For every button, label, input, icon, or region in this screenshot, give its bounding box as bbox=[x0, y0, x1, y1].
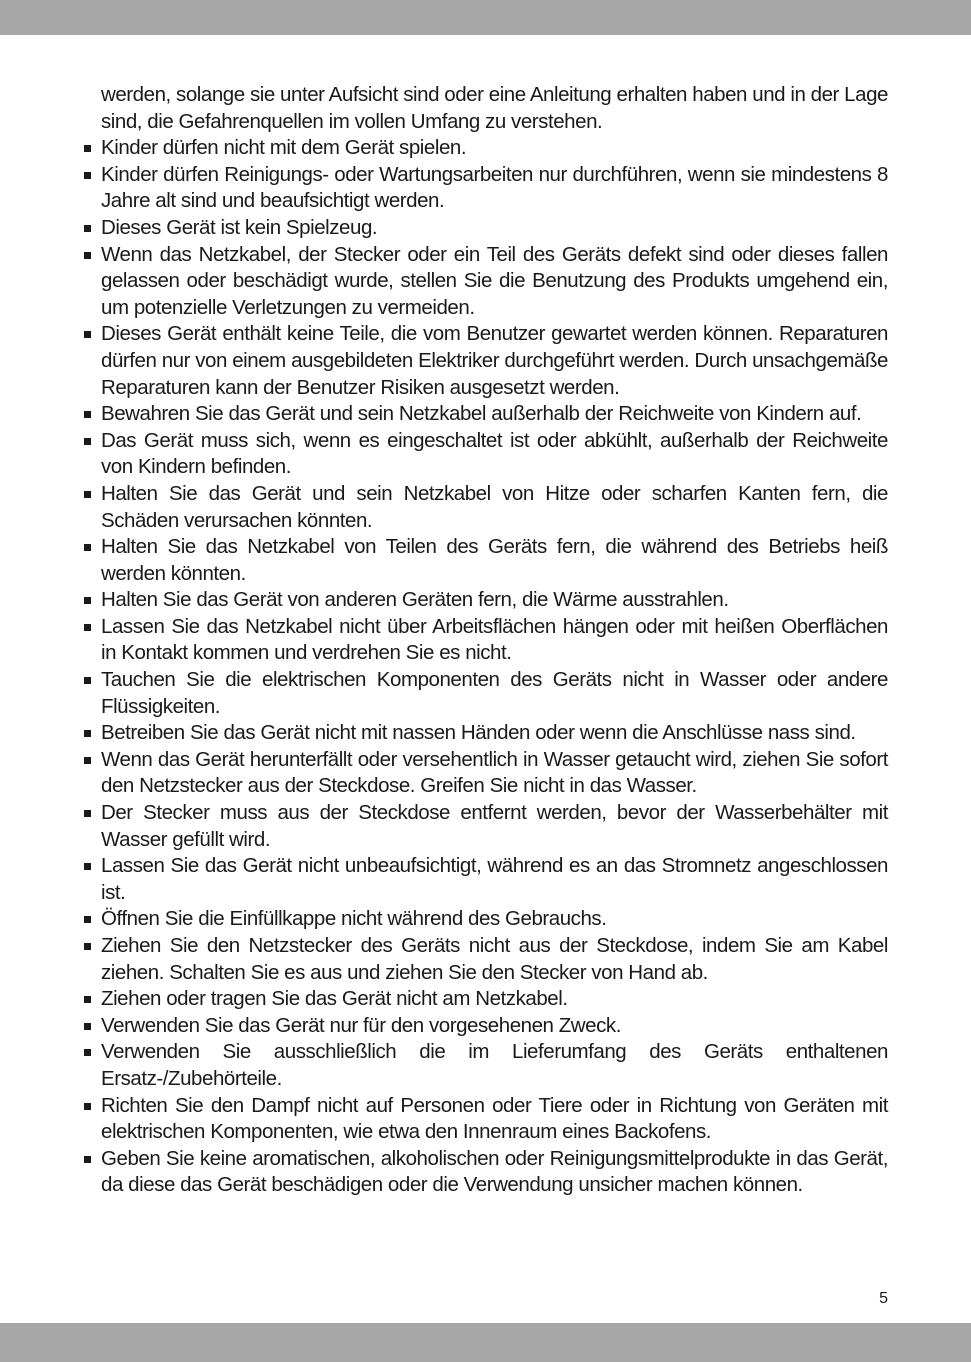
list-item bbox=[82, 614, 888, 667]
header-band bbox=[0, 0, 971, 35]
bullet-icon bbox=[84, 916, 91, 923]
list-item-text: Halten Sie das Gerät von anderen Geräten fern, die Wärme ausstrahlen. bbox=[101, 588, 729, 612]
list-item bbox=[82, 1146, 888, 1199]
list-item-text: Betreiben Sie das Gerät nicht mit nassen Händen oder wenn die Anschlüsse nass sind. bbox=[101, 721, 856, 745]
bullet-icon bbox=[84, 491, 91, 498]
list-item-text: Bewahren Sie das Gerät und sein Netzkabel außerhalb der Reichweite von Kindern auf. bbox=[101, 402, 862, 426]
bullet-icon bbox=[84, 172, 91, 179]
list-item bbox=[82, 215, 888, 242]
list-item-text: Verwenden Sie ausschließlich die im Lieferumfang des Geräts enthaltenen Ersatz-/Zubehörteile. bbox=[101, 1040, 888, 1090]
list-item-text: Kinder dürfen Reinigungs- oder Wartungsarbeiten nur durchführen, wenn sie mindestens 8 Jahre alt sind und beaufsichtigt werden. bbox=[101, 162, 888, 213]
bullet-icon bbox=[84, 1103, 91, 1110]
page-number: 5 bbox=[879, 1290, 888, 1307]
list-item bbox=[82, 747, 888, 800]
bullet-icon bbox=[84, 730, 91, 737]
list-item-text: Ziehen oder tragen Sie das Gerät nicht am Netzkabel. bbox=[101, 987, 568, 1011]
bullet-icon bbox=[84, 544, 91, 551]
list-item-text: Lassen Sie das Netzkabel nicht über Arbeitsflächen hängen oder mit heißen Oberflächen in Kontakt kommen und verdrehen Sie es nicht. bbox=[101, 614, 888, 665]
bullet-icon bbox=[84, 677, 91, 684]
list-item-text: Wenn das Gerät herunterfällt oder versehentlich in Wasser getaucht wird, ziehen Sie sofort den Netzstecker aus der Steckdose. Greifen Sie nicht in das Wasser. bbox=[101, 747, 888, 798]
list-item bbox=[82, 1093, 888, 1146]
list-item-text: Kinder dürfen nicht mit dem Gerät spielen. bbox=[101, 136, 467, 160]
list-item-text: Halten Sie das Netzkabel von Teilen des Geräts fern, die während des Betriebs heiß werden könnten. bbox=[101, 535, 888, 585]
list-item bbox=[82, 321, 888, 401]
bullet-icon bbox=[84, 863, 91, 870]
list-item bbox=[82, 481, 888, 534]
bullet-icon bbox=[84, 757, 91, 764]
list-item-text: Öffnen Sie die Einfüllkappe nicht während des Gebrauchs. bbox=[101, 907, 607, 931]
list-item bbox=[82, 401, 888, 428]
bullet-icon bbox=[84, 331, 91, 338]
list-item bbox=[82, 428, 888, 481]
list-item bbox=[82, 720, 888, 747]
continuation-paragraph: werden, solange sie unter Aufsicht sind oder eine Anleitung erhalten haben und in der Lage sind, die Gefahrenquellen im vollen Umfang zu verstehen. bbox=[101, 83, 888, 133]
list-item-text: Lassen Sie das Gerät nicht unbeaufsichtigt, während es an das Stromnetz angeschlossen ist. bbox=[101, 854, 888, 904]
safety-text bbox=[82, 82, 888, 1199]
list-item-text: Halten Sie das Gerät und sein Netzkabel von Hitze oder scharfen Kanten fern, die Schäden verursachen könnten. bbox=[101, 481, 888, 532]
bullet-icon bbox=[84, 810, 91, 817]
safety-instructions-list bbox=[82, 135, 888, 1199]
bullet-icon bbox=[84, 996, 91, 1003]
list-item-text: Dieses Gerät ist kein Spielzeug. bbox=[101, 215, 378, 239]
bullet-icon bbox=[84, 145, 91, 152]
bullet-icon bbox=[84, 1156, 91, 1163]
list-item bbox=[82, 1013, 888, 1040]
footer-band bbox=[0, 1323, 971, 1362]
list-item bbox=[82, 853, 888, 906]
list-item bbox=[82, 242, 888, 322]
bullet-icon bbox=[84, 943, 91, 950]
list-item bbox=[82, 667, 888, 720]
list-item-text: Verwenden Sie das Gerät nur für den vorgesehenen Zweck. bbox=[101, 1013, 621, 1037]
list-item bbox=[82, 162, 888, 215]
list-item-text: Das Gerät muss sich, wenn es eingeschaltet ist oder abkühlt, außerhalb der Reichweite von Kindern befinden. bbox=[101, 428, 888, 479]
list-item bbox=[82, 933, 888, 986]
list-item bbox=[82, 800, 888, 853]
list-item-text: Ziehen Sie den Netzstecker des Geräts nicht aus der Steckdose, indem Sie am Kabel ziehen. Schalten Sie es aus und ziehen Sie den Stecker von Hand ab. bbox=[101, 934, 888, 984]
list-item bbox=[82, 534, 888, 587]
bullet-icon bbox=[84, 225, 91, 232]
bullet-icon bbox=[84, 624, 91, 631]
list-item-text: Der Stecker muss aus der Steckdose entfernt werden, bevor der Wasserbehälter mit Wasser gefüllt wird. bbox=[101, 801, 888, 851]
list-item bbox=[82, 1039, 888, 1092]
list-item-text: Wenn das Netzkabel, der Stecker oder ein Teil des Geräts defekt sind oder dieses fallen gelassen oder beschädigt wurde, stellen Sie die Benutzung des Produkts umgehend ein, um potenzielle Verletzungen zu vermeiden. bbox=[101, 242, 888, 319]
list-item bbox=[82, 587, 888, 614]
list-item bbox=[82, 135, 888, 162]
bullet-icon bbox=[84, 1049, 91, 1056]
list-item-text: Dieses Gerät enthält keine Teile, die vom Benutzer gewartet werden können. Reparaturen dürfen nur von einem ausgebildeten Elektriker durchgeführt werden. Durch unsachgemäße Reparaturen kann der Benutzer Risiken ausgesetzt werden. bbox=[101, 322, 888, 399]
list-item-text: Tauchen Sie die elektrischen Komponenten des Geräts nicht in Wasser oder andere Flüssigkeiten. bbox=[101, 668, 888, 718]
list-item bbox=[82, 906, 888, 933]
list-item-text: Geben Sie keine aromatischen, alkoholischen oder Reinigungsmittelprodukte in das Gerät, da diese das Gerät beschädigen oder die Verwendung unsicher machen können. bbox=[101, 1146, 888, 1197]
bullet-icon bbox=[84, 597, 91, 604]
bullet-icon bbox=[84, 252, 91, 259]
bullet-icon bbox=[84, 1023, 91, 1030]
list-item-text: Richten Sie den Dampf nicht auf Personen oder Tiere oder in Richtung von Geräten mit elektrischen Komponenten, wie etwa den Innenraum eines Backofens. bbox=[101, 1093, 888, 1144]
bullet-icon bbox=[84, 438, 91, 445]
list-item bbox=[82, 986, 888, 1013]
bullet-icon bbox=[84, 411, 91, 418]
